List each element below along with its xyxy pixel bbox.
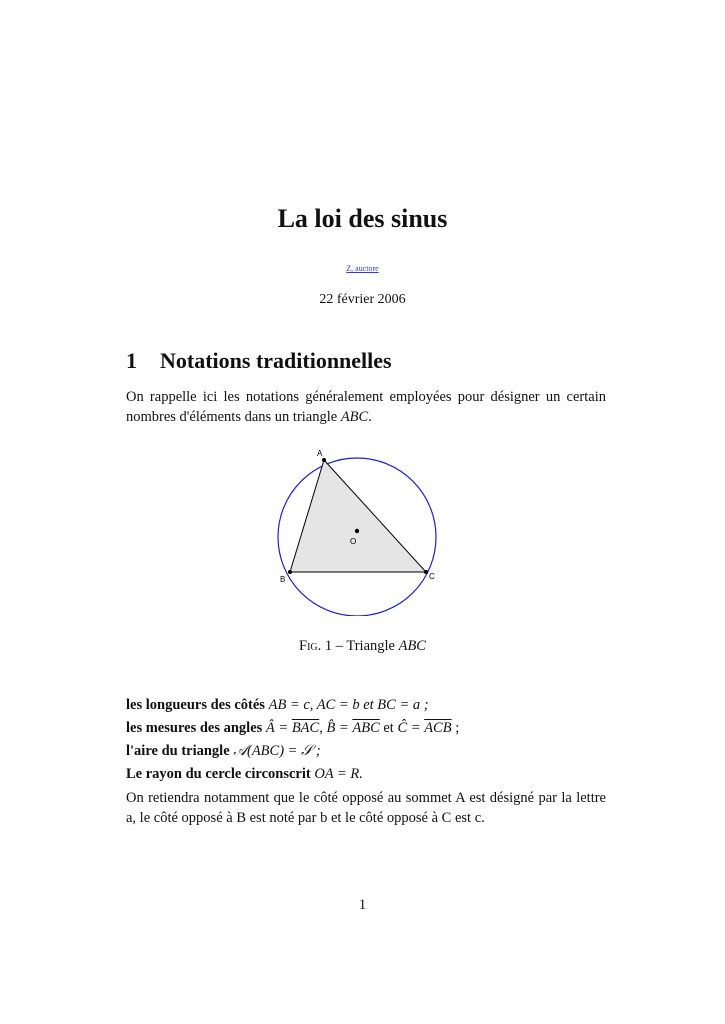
figure-caption [0,638,725,655]
section-heading [126,348,392,374]
angle-b-def: B̂ = [326,720,349,736]
caption-math: ABC [398,638,426,654]
angle-sep-1: , [319,720,323,736]
arc-bac: $\overline{BAC}$ [291,720,320,736]
item-area-label: l'aire du triangle [126,743,230,759]
item-area [126,740,459,763]
vertex-c-point [424,570,428,574]
arc-abc: $\overline{ABC}$ [352,720,380,736]
angle-c-def: Ĉ = [397,720,421,736]
caption-number: 1 [324,638,333,654]
item-sides [126,694,459,717]
item-area-text: 𝒜(ABC) = 𝒮 ; [233,743,321,759]
item-radius-text: OA = R. [314,766,363,782]
label-a: A [317,449,323,458]
center-o-point [355,529,359,533]
item-radius [126,763,459,786]
document-date: 22 février 2006 [319,292,406,307]
vertex-b-point [288,570,292,574]
caption-prefix: Fig. [299,638,322,654]
label-b: B [280,575,286,584]
author-link-container [0,264,725,273]
intro-text: On rappelle ici les notations généralement employées pour désigner un certain nombres d'éléments dans un triangle [126,389,606,425]
notation-list [126,694,459,786]
vertex-a-point [322,458,326,462]
intro-end: . [368,409,372,425]
angle-end: ; [455,720,460,736]
angle-a-def: Â = [265,720,289,736]
angle-sep-2: et [383,720,394,736]
item-angles-label: les mesures des angles [126,720,263,736]
intro-paragraph [126,387,606,427]
conclusion-paragraph: On retiendra notamment que le côté opposé au sommet A est désigné par la lettre a, le côté opposé à B est noté par b et le côté opposé à C est c. [126,790,606,826]
item-radius-label: Le rayon du cercle circonscrit [126,766,311,782]
page-number: 1 [358,897,367,913]
item-sides-label: les longueurs des côtés [126,697,265,713]
arc-acb: $\overline{ACB}$ [424,720,452,736]
item-angles [126,717,459,740]
author-link[interactable]: Z, auctore [346,264,379,273]
caption-text: – Triangle [335,638,395,654]
label-o: O [350,537,357,546]
section-number: 1 [126,348,137,373]
label-c: C [429,572,435,581]
intro-math: ABC [340,409,369,425]
item-sides-text: AB = c, AC = b et BC = a ; [268,697,429,713]
document-title: La loi des sinus [277,204,448,233]
section-title: Notations traditionnelles [160,348,392,373]
triangle-figure [268,446,448,616]
triangle-abc [290,460,426,572]
